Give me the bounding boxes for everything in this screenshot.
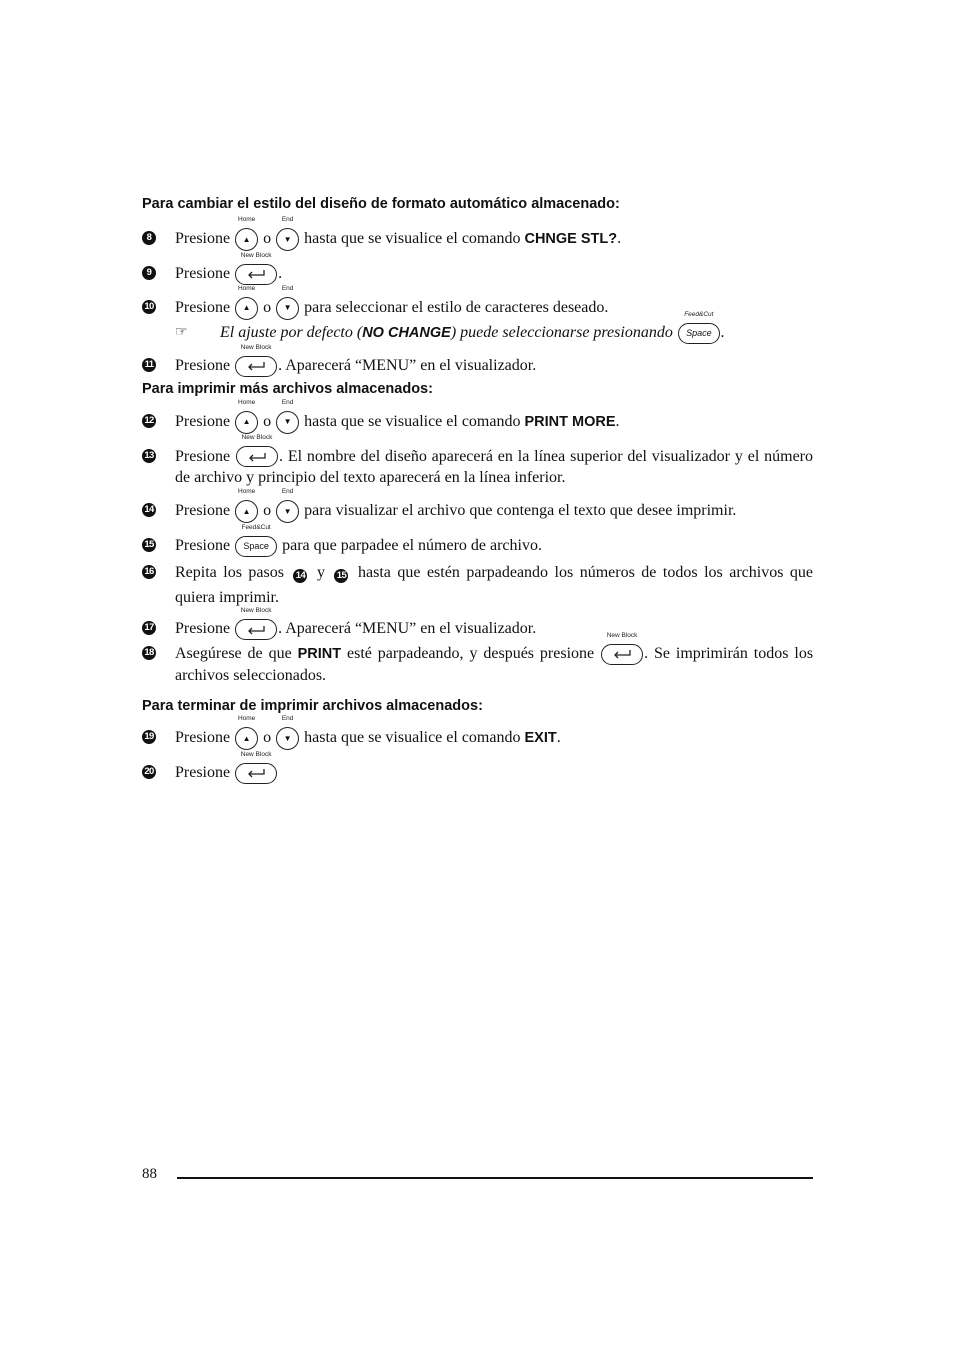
key-caption: Feed&Cut — [241, 524, 271, 532]
page-content — [142, 196, 813, 784]
section-heading: Para cambiar el estilo del diseño de formato automático almacenado: — [142, 196, 620, 212]
end-down-key — [276, 216, 299, 251]
down-arrow-icon: ▼ — [283, 234, 292, 244]
page-number: 88 — [142, 1166, 157, 1182]
enter-arrow-icon — [245, 361, 267, 371]
key-caption: Home — [237, 398, 256, 406]
step-10: 10 Presione Home ▲ o End ▼ para seleccionar el estilo de caracteres deseado. — [142, 297, 813, 320]
key-caption: End — [281, 488, 294, 496]
end-down-key — [276, 715, 299, 750]
key-caption: Feed&Cut — [684, 310, 714, 318]
key-caption: New Block — [606, 631, 638, 639]
space-label: Space — [686, 327, 712, 338]
step-12: 12 Presione Home ▲ o End ▼ hasta que se visualice el comando PRINT MORE. — [142, 411, 813, 434]
step-8: 8 Presione Home ▲ o End ▼ hasta que se visualice el comando CHNGE STL?. — [142, 228, 813, 251]
up-arrow-icon: ▲ — [242, 506, 251, 516]
feedcut-space-key — [235, 524, 277, 557]
key-caption: Home — [237, 715, 256, 723]
section-heading: Para imprimir más archivos almacenados: — [142, 380, 433, 397]
step-18: 18 Asegúrese de que PRINT esté parpadeando, y después presione New Block . Se imprimirán todos los archivos seleccionados. — [142, 643, 813, 686]
command-name: PRINT MORE — [524, 413, 616, 430]
newblock-enter-key — [235, 750, 277, 784]
home-up-key — [235, 284, 258, 320]
footer-rule — [177, 1177, 813, 1179]
section-heading: Para terminar de imprimir archivos almacenados: — [142, 698, 483, 715]
key-caption: End — [281, 715, 294, 723]
space-label: Space — [243, 541, 269, 552]
up-arrow-icon: ▲ — [242, 234, 251, 244]
newblock-enter-key — [235, 343, 277, 377]
step-number: 17 — [142, 621, 156, 635]
down-arrow-icon: ▼ — [283, 417, 292, 427]
key-caption: New Block — [240, 343, 272, 351]
up-arrow-icon: ▲ — [242, 417, 251, 427]
home-up-key — [235, 398, 258, 434]
step-number: 19 — [142, 730, 156, 744]
command-name: EXIT — [524, 730, 557, 747]
step-number: 8 — [142, 231, 156, 245]
enter-arrow-icon — [245, 768, 267, 778]
newblock-enter-key — [601, 631, 643, 665]
step-16: 16 Repita los pasos 14 y 15 hasta que estén parpadeando los números de todos los archivos que quiera imprimir. — [142, 560, 813, 610]
key-caption: Home — [237, 488, 256, 496]
step-13: 13 Presione New Block . El nombre del diseño aparecerá en la línea superior del visualizador y el número de archivo y principio del texto aparecerá en la línea inferior. — [142, 446, 813, 489]
key-caption: New Block — [240, 607, 272, 615]
up-arrow-icon: ▲ — [242, 733, 251, 743]
end-down-key — [276, 488, 299, 523]
key-caption: New Block — [240, 750, 272, 758]
down-arrow-icon: ▼ — [283, 303, 292, 313]
step-17: 17 Presione New Block . Aparecerá “MENU” en el visualizador. — [142, 618, 813, 640]
step-number: 11 — [142, 358, 156, 372]
step-14: 14 Presione Home ▲ o End ▼ para visualizar el archivo que contenga el texto que desee imprimir. — [142, 500, 813, 523]
step-number: 12 — [142, 414, 156, 428]
enter-arrow-icon — [245, 269, 267, 279]
step-number: 13 — [142, 449, 156, 463]
step-number: 16 — [142, 565, 156, 579]
newblock-enter-key — [236, 434, 278, 467]
newblock-enter-key — [235, 607, 277, 640]
step-number: 20 — [142, 765, 156, 779]
home-up-key — [235, 216, 258, 251]
step-number: 18 — [142, 646, 156, 660]
key-caption: End — [281, 284, 294, 292]
step-reference: 14 — [293, 569, 307, 583]
home-up-key — [235, 488, 258, 523]
key-caption: Home — [237, 284, 256, 292]
enter-arrow-icon — [246, 452, 268, 462]
note: ☞ El ajuste por defecto (NO CHANGE) puede seleccionarse presionando Feed&Cut Space . — [142, 322, 813, 344]
end-down-key — [276, 284, 299, 320]
down-arrow-icon: ▼ — [283, 733, 292, 743]
feedcut-space-key — [678, 310, 720, 344]
command-name: NO CHANGE — [362, 324, 451, 341]
step-11: 11 Presione New Block . Aparecerá “MENU” en el visualizador. — [142, 355, 813, 377]
step-19: 19 Presione Home ▲ o End ▼ hasta que se visualice el comando EXIT. — [142, 727, 813, 750]
step-number: 15 — [142, 538, 156, 552]
step-reference: 15 — [334, 569, 348, 583]
home-up-key — [235, 715, 258, 750]
up-arrow-icon: ▲ — [242, 303, 251, 313]
key-caption: Home — [237, 216, 256, 223]
step-number: 9 — [142, 266, 156, 280]
step-20: 20 Presione New Block — [142, 762, 813, 784]
enter-arrow-icon — [245, 625, 267, 635]
command-name: CHNGE STL? — [524, 231, 618, 248]
key-caption: End — [281, 216, 294, 223]
command-name: PRINT — [297, 646, 342, 663]
key-caption: End — [281, 398, 294, 406]
key-caption: New Block — [241, 434, 273, 442]
pointing-hand-icon: ☞ — [175, 324, 188, 340]
enter-arrow-icon — [611, 649, 633, 659]
step-number: 10 — [142, 300, 156, 314]
down-arrow-icon: ▼ — [283, 506, 292, 516]
end-down-key — [276, 398, 299, 434]
step-9: 9 Presione New Block . — [142, 263, 813, 285]
key-caption: New Block — [240, 251, 272, 259]
newblock-enter-key — [235, 251, 277, 285]
step-15: 15 Presione Feed&Cut Space para que parpadee el número de archivo. — [142, 535, 813, 557]
step-number: 14 — [142, 503, 156, 517]
